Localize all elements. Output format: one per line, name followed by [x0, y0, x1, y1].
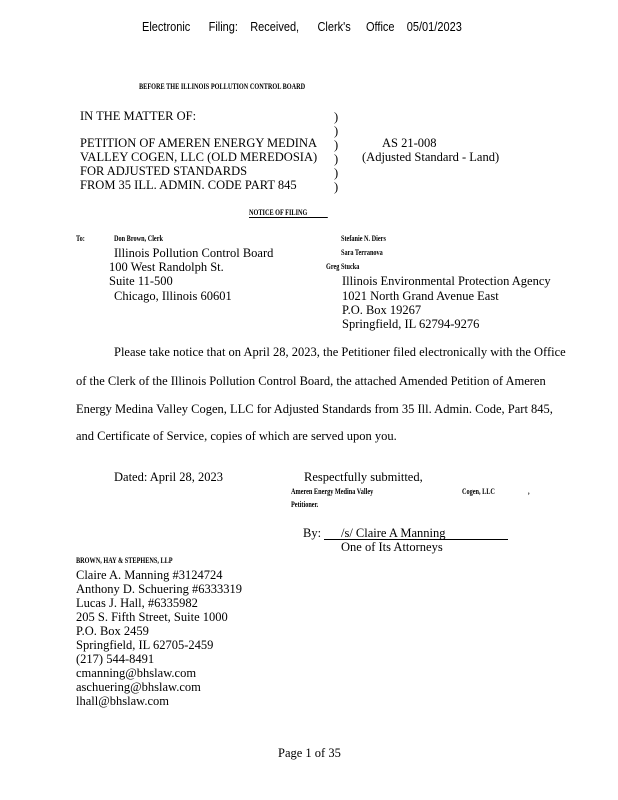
firm-line: (217) 544-8491 [76, 652, 155, 666]
to-label: To: [76, 234, 85, 243]
recipient-name: Sara Terranova [341, 248, 383, 257]
dated-line: Dated: April 28, 2023 [114, 470, 224, 484]
body-line: and Certificate of Service, copies of which are served upon you. [76, 429, 397, 443]
signature: /s/ Claire A Manning [341, 526, 446, 540]
caption-line: IN THE MATTER OF: [80, 109, 197, 123]
page-footer: Page 1 of 35 [278, 746, 341, 760]
petitioner-label: Petitioner. [291, 500, 319, 509]
court-name: BEFORE THE ILLINOIS POLLUTION CONTROL BOARD [139, 82, 306, 91]
by-label: By: [303, 526, 322, 540]
firm-line: P.O. Box 2459 [76, 624, 149, 638]
body-line: Please take notice that on April 28, 2023, the Petitioner filed electronically with the Office [114, 345, 566, 359]
caption-line: PETITION OF AMEREN ENERGY MEDINA [80, 136, 318, 150]
recipient-address-line: 1021 North Grand Avenue East [342, 289, 499, 303]
email-link[interactable]: lhall@bhslaw.com [76, 694, 169, 708]
recipient-address-line: Illinois Pollution Control Board [114, 246, 274, 260]
firm-line: Anthony D. Schuering #6333319 [76, 582, 242, 596]
recipient-address-line: Illinois Environmental Protection Agency [342, 274, 551, 288]
recipient-address-line: 100 West Randolph St. [109, 260, 224, 274]
firm-line: Lucas J. Hall, #6335982 [76, 596, 198, 610]
case-type: (Adjusted Standard - Land) [362, 150, 500, 164]
recipient-name: Don Brown, Clerk [114, 234, 163, 243]
party-cogen: Cogen, LLC [462, 487, 495, 496]
recipient-address-line: Chicago, Illinois 60601 [114, 289, 232, 303]
caption-parentheses: ) ) ) ) ) ) [334, 110, 339, 194]
firm-line: Springfield, IL 62705-2459 [76, 638, 214, 652]
email-link[interactable]: aschuering@bhslaw.com [76, 680, 201, 694]
recipient-name: Stefanie N. Diers [341, 234, 386, 243]
notice-title: NOTICE OF FILING [249, 209, 328, 218]
recipient-address-line: Suite 11-500 [109, 274, 173, 288]
recipient-address-line: Springfield, IL 62794-9276 [342, 317, 480, 331]
respectfully-submitted: Respectfully submitted, [304, 470, 423, 484]
party-name: Ameren Energy Medina Valley [291, 487, 374, 496]
recipient-address-line: P.O. Box 19267 [342, 303, 422, 317]
email-link[interactable]: cmanning@bhslaw.com [76, 666, 197, 680]
caption-line: FROM 35 ILL. ADMIN. CODE PART 845 [80, 178, 297, 192]
firm-name: BROWN, HAY & STEPHENS, LLP [76, 556, 173, 565]
firm-line: 205 S. Fifth Street, Suite 1000 [76, 610, 228, 624]
body-line: of the Clerk of the Illinois Pollution Control Board, the attached Amended Petition of Ameren [76, 374, 546, 388]
case-number: AS 21-008 [382, 136, 437, 150]
firm-line: Claire A. Manning #3124724 [76, 568, 223, 582]
party-comma: , [528, 487, 530, 496]
body-line: Energy Medina Valley Cogen, LLC for Adjusted Standards from 35 Ill. Admin. Code, Part 845, [76, 402, 553, 416]
attorney-role: One of Its Attorneys [341, 540, 443, 554]
caption-line: FOR ADJUSTED STANDARDS [80, 164, 248, 178]
recipient-name: Greg Stucka [326, 262, 360, 271]
efiling-header: Electronic Filing: Received, Clerk's Office 05/01/2023 [142, 20, 462, 34]
caption-line: VALLEY COGEN, LLC (OLD MEREDOSIA) [80, 150, 318, 164]
